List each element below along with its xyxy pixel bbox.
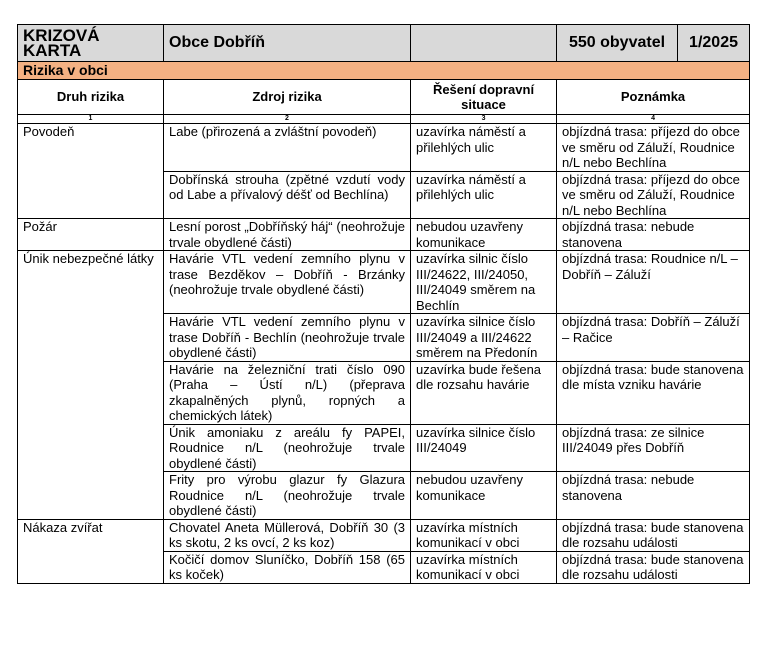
risk-type: Požár <box>18 219 164 251</box>
risk-note: objízdná trasa: Roudnice n/L – Dobříň – Záluží <box>557 251 750 314</box>
risk-note: objízdná trasa: Dobříň – Záluží – Račice <box>557 314 750 362</box>
risk-note: objízdná trasa: bude stanovena dle místa vzniku havárie <box>557 361 750 424</box>
risk-source: Dobřínská strouha (zpětné vzdutí vody od Labe a přívalový déšť od Bechlína) <box>164 171 411 219</box>
traffic-solution: uzavírka silnice číslo III/24049 a III/24622 směrem na Předonín <box>411 314 557 362</box>
municipality-name: Obce Dobříň <box>164 25 411 62</box>
risk-source: Frity pro výrobu glazur fy Glazura Roudnice n/L (neohrožuje trvale obydlené části) <box>164 472 411 520</box>
risk-source: Lesní porost „Dobříňský háj“ (neohrožuje trvale obydlené části) <box>164 219 411 251</box>
risk-note: objízdná trasa: bude stanovena dle rozsahu události <box>557 519 750 551</box>
risk-source: Únik amoniaku z areálu fy PAPEI, Roudnice n/L (neohrožuje trvale obydlené části) <box>164 424 411 472</box>
column-number-row <box>18 115 750 124</box>
risk-type: Nákaza zvířat <box>18 519 164 583</box>
population-count: 550 obyvatel <box>557 25 678 62</box>
column-header-traffic: Řešení dopravní situace <box>411 80 557 115</box>
section-title: Rizika v obci <box>18 62 750 80</box>
header-spacer <box>411 25 557 62</box>
risk-source: Chovatel Aneta Müllerová, Dobříň 30 (3 ks skotu, 2 ks ovcí, 2 ks koz) <box>164 519 411 551</box>
traffic-solution: nebudou uzavřeny komunikace <box>411 219 557 251</box>
card-header-row <box>18 25 750 62</box>
card-title: KRIZOVÁ KARTA <box>18 25 164 62</box>
risk-source: Havárie VTL vedení zemního plynu v trase Bezděkov – Dobříň - Brzánky (neohrožuje trvale obydlené části) <box>164 251 411 314</box>
section-header-row <box>18 62 750 80</box>
column-header-source: Zdroj rizika <box>164 80 411 115</box>
risk-note: objízdná trasa: ze silnice III/24049 přes Dobříň <box>557 424 750 472</box>
risk-row <box>18 219 750 251</box>
risk-type: Únik nebezpečné látky <box>18 251 164 520</box>
risk-row <box>18 251 750 314</box>
risk-note: objízdná trasa: bude stanovena dle rozsahu události <box>557 551 750 583</box>
risk-source: Kočičí domov Sluníčko, Dobříň 158 (65 ks koček) <box>164 551 411 583</box>
column-header-type: Druh rizika <box>18 80 164 115</box>
risk-note: objízdná trasa: příjezd do obce ve směru od Záluží, Roudnice n/L nebo Bechlína <box>557 171 750 219</box>
traffic-solution: uzavírka bude řešena dle rozsahu havárie <box>411 361 557 424</box>
traffic-solution: uzavírka náměstí a přilehlých ulic <box>411 171 557 219</box>
traffic-solution: uzavírka náměstí a přilehlých ulic <box>411 124 557 172</box>
traffic-solution: nebudou uzavřeny komunikace <box>411 472 557 520</box>
risk-type: Povodeň <box>18 124 164 219</box>
risk-row <box>18 124 750 172</box>
risk-note: objízdná trasa: nebude stanovena <box>557 472 750 520</box>
risk-source: Havárie na železniční trati číslo 090 (Praha – Ústí n/L) (přeprava zkapalněných plynů, ropných a chemických látek) <box>164 361 411 424</box>
column-header-row <box>18 80 750 115</box>
column-number: 3 <box>411 115 557 124</box>
traffic-solution: uzavírka silnice číslo III/24049 <box>411 424 557 472</box>
column-number: 1 <box>18 115 164 124</box>
risk-source: Havárie VTL vedení zemního plynu v trase Dobříň - Bechlín (neohrožuje trvale obydlené části) <box>164 314 411 362</box>
risk-row <box>18 519 750 551</box>
risk-note: objízdná trasa: příjezd do obce ve směru od Záluží, Roudnice n/L nebo Bechlína <box>557 124 750 172</box>
crisis-card-table <box>17 24 750 584</box>
risk-source: Labe (přirozená a zvláštní povodeň) <box>164 124 411 172</box>
traffic-solution: uzavírka místních komunikací v obci <box>411 519 557 551</box>
column-number: 4 <box>557 115 750 124</box>
traffic-solution: uzavírka silnic číslo III/24622, III/24050, III/24049 směrem na Bechlín <box>411 251 557 314</box>
traffic-solution: uzavírka místních komunikací v obci <box>411 551 557 583</box>
column-header-note: Poznámka <box>557 80 750 115</box>
column-number: 2 <box>164 115 411 124</box>
risk-note: objízdná trasa: nebude stanovena <box>557 219 750 251</box>
card-version: 1/2025 <box>678 25 750 62</box>
